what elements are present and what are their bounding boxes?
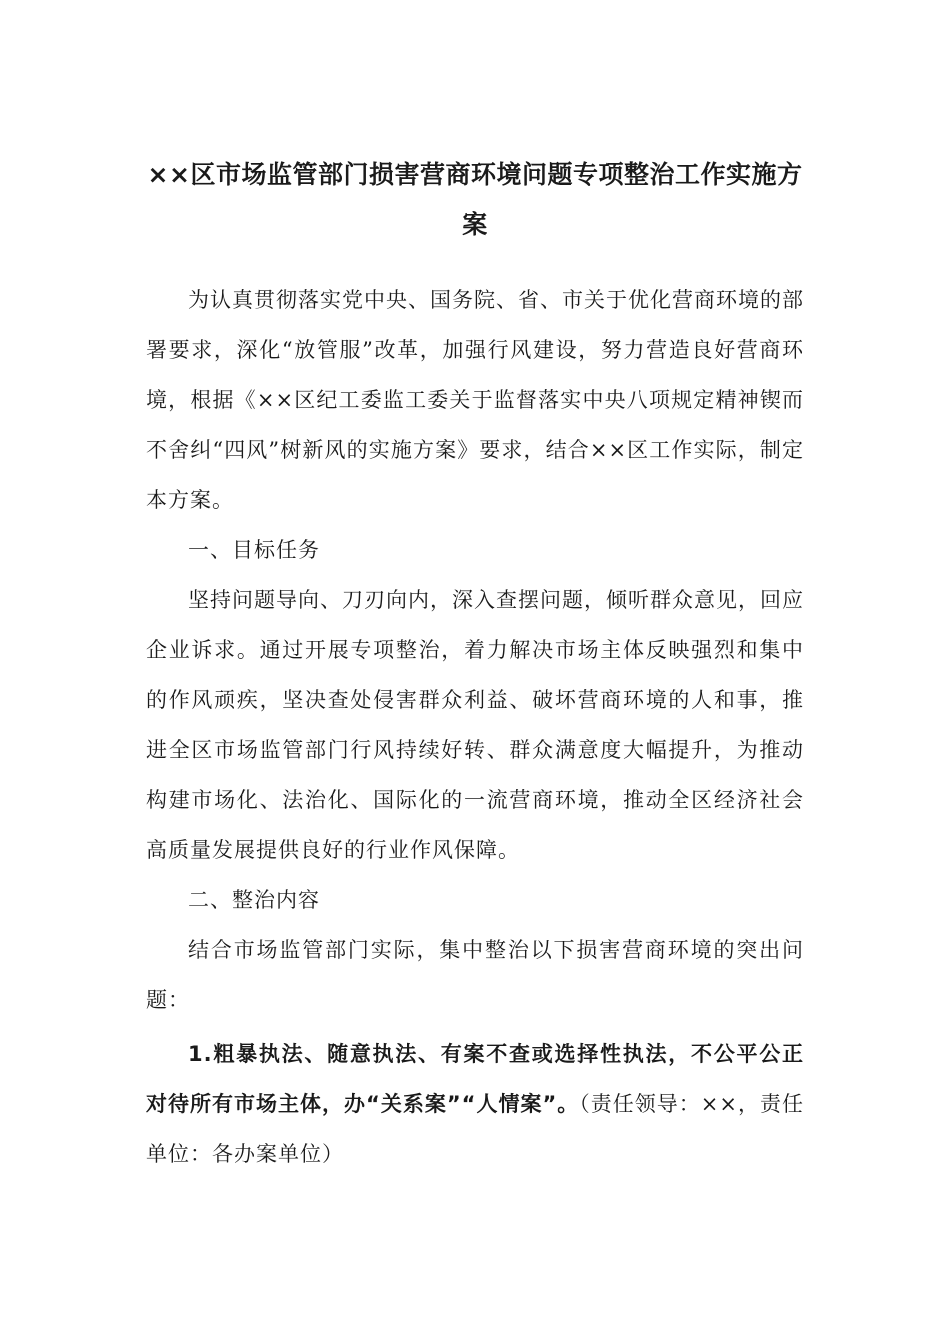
goals-paragraph: 坚持问题导向、刀刃向内，深入查摆问题，倾听群众意见，回应企业诉求。通过开展专项整治，着力解决市场主体反映强烈和集中的作风顽疾，坚决查处侵害群众利益、破坏营商环境的人和事，推进全区市场监管部门行风持续好转、群众满意度大幅提升，为推动构建市场化、法治化、国际化的一流营商环境，推动全区经济社会高质量发展提供良好的行业作风保障。 bbox=[146, 588, 804, 862]
item-1-lead: 1.粗暴执法、随意执法、有案不查或选择性执法，不公平公正对待所有市场主体，办“关系案”“人情案”。 bbox=[146, 1042, 804, 1116]
intro-paragraph: 为认真贯彻落实党中央、国务院、省、市关于优化营商环境的部署要求，深化“放管服”改革，加强行风建设，努力营造良好营商环境，根据《××区纪工委监工委关于监督落实中央八项规定精神锲而不舍纠“四风”树新风的实施方案》要求，结合××区工作实际，制定本方案。 bbox=[146, 288, 804, 512]
document-page bbox=[146, 150, 804, 1179]
item-paragraph-1 bbox=[146, 1029, 804, 1179]
section-heading-content: 二、整治内容 bbox=[188, 888, 320, 912]
title-spacer bbox=[146, 250, 804, 275]
document-title: ××区市场监管部门损害营商环境问题专项整治工作实施方案 bbox=[147, 160, 803, 239]
content-paragraph: 结合市场监管部门实际，集中整治以下损害营商环境的突出问题： bbox=[146, 938, 804, 1012]
section-heading-goals: 一、目标任务 bbox=[188, 538, 320, 562]
item-1-note: （责任领导：××，责任单位：各办案单位） bbox=[146, 1092, 804, 1166]
